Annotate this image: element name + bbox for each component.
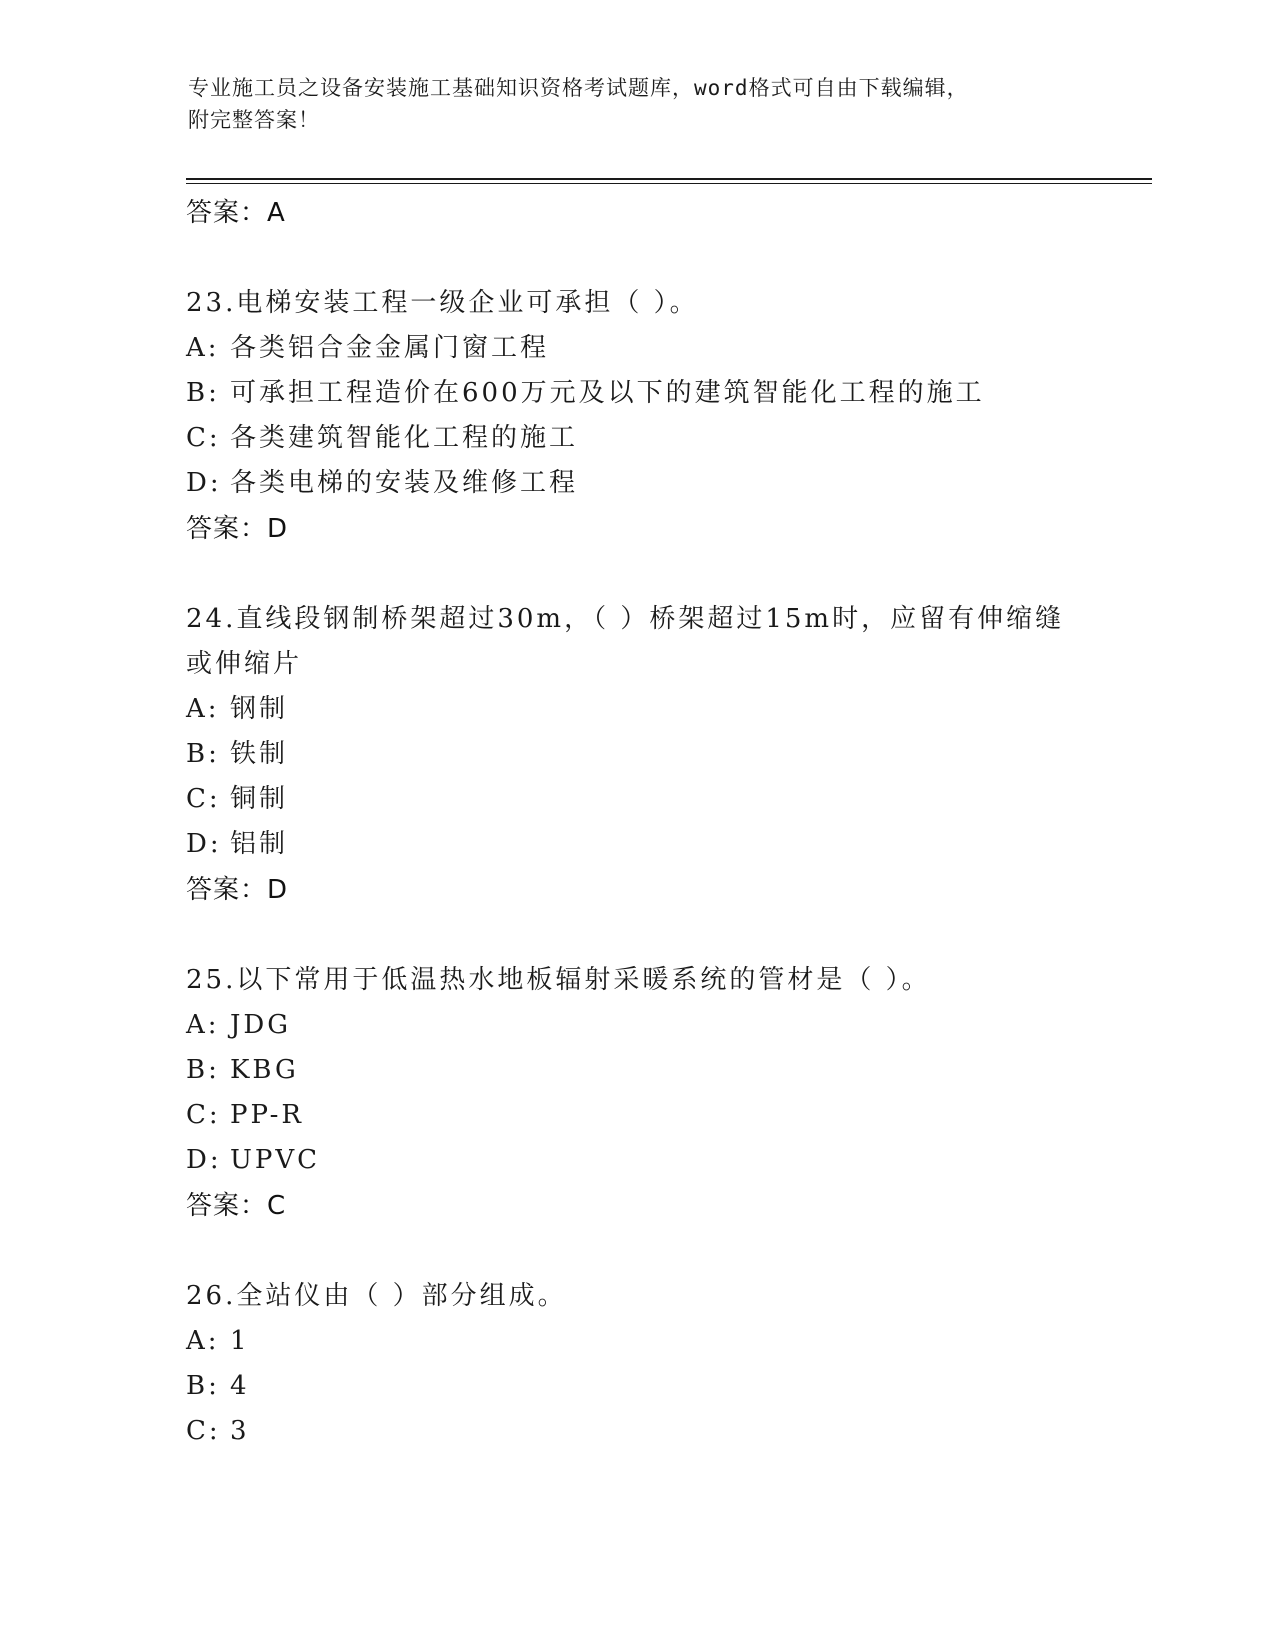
answer-line: 答案：D (186, 875, 289, 905)
option-a: A: JDG (186, 1010, 292, 1040)
header-line-2: 附完整答案！ (188, 108, 320, 132)
question-26 (186, 1274, 1086, 1454)
question-stem: 25.以下常用于低温热水地板辐射采暖系统的管材是（ ）。 (186, 965, 931, 995)
answer-line: 答案：A (186, 198, 286, 228)
option-d: D: 铝制 (186, 829, 289, 859)
option-b: B: 可承担工程造价在600万元及以下的建筑智能化工程的施工 (186, 378, 985, 408)
option-c: C: PP-R (186, 1100, 304, 1130)
document-header (188, 72, 1068, 136)
option-a: A: 各类铝合金金属门窗工程 (186, 333, 550, 363)
option-c: C: 3 (186, 1416, 250, 1446)
question-list (186, 190, 1086, 1454)
option-b: B: 铁制 (186, 739, 289, 769)
header-line-1: 专业施工员之设备安装施工基础知识资格考试题库，word格式可自由下载编辑， (188, 76, 969, 100)
question-24 (186, 597, 1086, 913)
option-d: D: 各类电梯的安装及维修工程 (186, 468, 579, 498)
question-stem: 23.电梯安装工程一级企业可承担（ ）。 (186, 288, 699, 318)
question-stem: 26.全站仪由（ ）部分组成。 (186, 1281, 567, 1311)
header-divider-thick (186, 178, 1152, 180)
header-divider-thin (186, 183, 1152, 184)
question-23 (186, 281, 1086, 552)
option-b: B: KBG (186, 1055, 299, 1085)
answer-line: 答案：C (186, 1191, 287, 1221)
option-b: B: 4 (186, 1371, 250, 1401)
option-a: A: 钢制 (186, 694, 289, 724)
question-stem: 24.直线段钢制桥架超过30m，（ ）桥架超过15m时，应留有伸缩缝或伸缩片 (186, 604, 1065, 679)
option-c: C: 各类建筑智能化工程的施工 (186, 423, 579, 453)
question-25 (186, 958, 1086, 1229)
option-d: D: UPVC (186, 1145, 321, 1175)
option-a: A: 1 (186, 1326, 250, 1356)
answer-line: 答案：D (186, 514, 289, 544)
option-c: C: 铜制 (186, 784, 289, 814)
